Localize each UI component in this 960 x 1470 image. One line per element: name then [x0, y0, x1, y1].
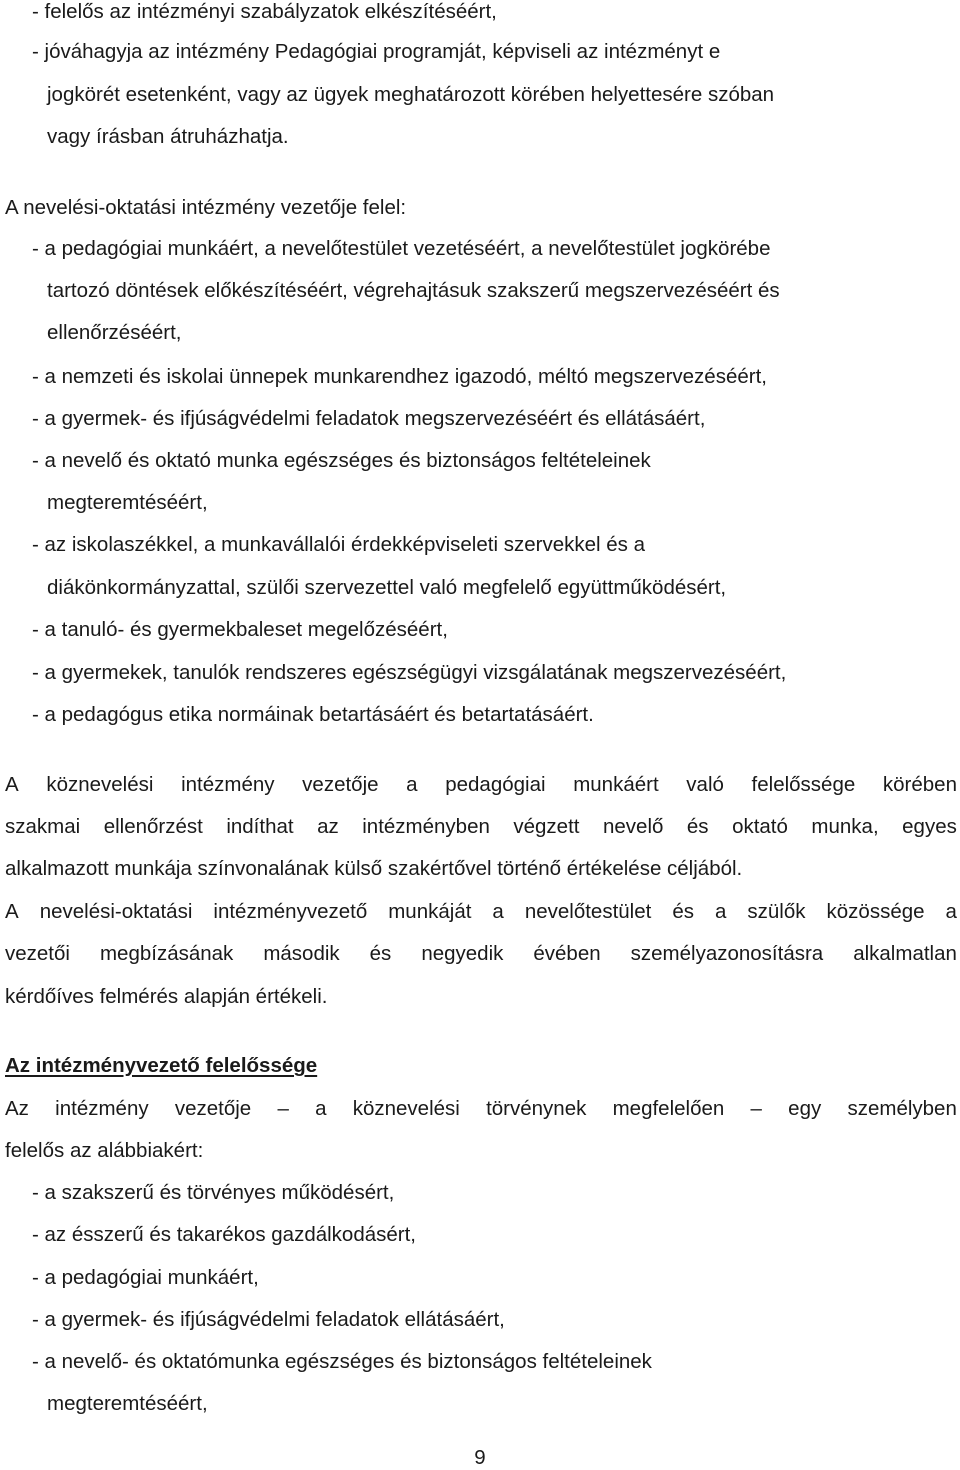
- justified-line: [5, 900, 957, 924]
- page-number: 9: [474, 1446, 486, 1469]
- word: intézmény: [181, 773, 275, 796]
- list-item-continuation: megteremtéséért,: [47, 1392, 208, 1415]
- word: nevelő: [602, 815, 664, 838]
- list-item: - az ésszerű és takarékos gazdálkodásért,: [32, 1223, 416, 1246]
- word: munkáját: [388, 900, 472, 923]
- word: pedagógiai: [445, 773, 546, 796]
- word: és: [672, 900, 694, 923]
- word: személyazonosításra: [630, 942, 824, 965]
- word: nevelőtestület: [524, 900, 652, 923]
- paragraph-last-line: felelős az alábbiakért:: [5, 1139, 204, 1162]
- list-item: - a gyermek- és ifjúságvédelmi feladatok ellátásáért,: [32, 1308, 505, 1331]
- word: a: [492, 900, 504, 923]
- word: második: [263, 942, 340, 965]
- word: törvénynek: [486, 1097, 587, 1120]
- word: a: [945, 900, 957, 923]
- word: Az: [5, 1097, 29, 1120]
- word: szakmai: [5, 815, 81, 838]
- word: közössége: [826, 900, 925, 923]
- word: intézmény: [55, 1097, 149, 1120]
- list-item-continuation: tartozó döntések előkészítéséért, végrehajtásuk szakszerű megszervezéséért és: [47, 279, 780, 302]
- list-item: - a gyermekek, tanulók rendszeres egészségügyi vizsgálatának megszervezéséért,: [32, 661, 787, 684]
- justified-line: [5, 1097, 957, 1121]
- list-item-continuation: megteremtéséért,: [47, 491, 208, 514]
- word: személyben: [847, 1097, 957, 1120]
- list-item: - felelős az intézményi szabályzatok elkészítéséért,: [32, 0, 497, 23]
- list-item: - a pedagógiai munkáért, a nevelőtestület vezetéséért, a nevelőtestület jogkörébe: [32, 237, 771, 260]
- list-item-continuation: ellenőrzéséért,: [47, 321, 182, 344]
- word: a: [315, 1097, 327, 1120]
- list-item-continuation: jogkörét esetenként, vagy az ügyek meghatározott körében helyettesére szóban: [47, 83, 775, 106]
- word: és: [686, 815, 709, 838]
- word: köznevelési: [46, 773, 154, 796]
- word: A: [5, 900, 19, 923]
- word: negyedik: [421, 942, 504, 965]
- word: felelőssége: [751, 773, 856, 796]
- list-item: - jóváhagyja az intézmény Pedagógiai programját, képviseli az intézményt e: [32, 40, 721, 63]
- word: körében: [882, 773, 957, 796]
- word: való: [686, 773, 724, 796]
- justified-line: [5, 942, 957, 966]
- paragraph-last-line: alkalmazott munkája színvonalának külső szakértővel történő értékelése céljából.: [5, 857, 743, 880]
- word: egyes: [902, 815, 957, 838]
- list-item: - a nevelő- és oktatómunka egészséges és biztonságos feltételeinek: [32, 1350, 652, 1373]
- word: indíthat: [226, 815, 294, 838]
- paragraph-intro: A nevelési-oktatási intézmény vezetője felel:: [5, 196, 407, 219]
- word: intézményben: [362, 815, 490, 838]
- word: vezetője: [302, 773, 379, 796]
- word: megbízásának: [99, 942, 234, 965]
- word: alkalmatlan: [853, 942, 957, 965]
- word: a: [406, 773, 418, 796]
- list-item-continuation: vagy írásban átruházhatja.: [47, 125, 289, 148]
- word: az: [317, 815, 339, 838]
- word: oktató: [732, 815, 788, 838]
- list-item: - a pedagógus etika normáinak betartásáért és betartatásáért.: [32, 703, 594, 726]
- list-item: - a gyermek- és ifjúságvédelmi feladatok megszervezéséért és ellátásáért,: [32, 407, 706, 430]
- paragraph-last-line: kérdőíves felmérés alapján értékeli.: [5, 985, 328, 1008]
- list-item: - a szakszerű és törvényes működésért,: [32, 1181, 395, 1204]
- word: munka,: [811, 815, 879, 838]
- word: ellenőrzést: [103, 815, 203, 838]
- list-item: - a tanuló- és gyermekbaleset megelőzéséért,: [32, 618, 448, 641]
- word: a: [715, 900, 727, 923]
- word: szülők: [747, 900, 806, 923]
- word: nevelési-oktatási: [39, 900, 193, 923]
- word: –: [750, 1097, 762, 1120]
- list-item: - az iskolaszékkel, a munkavállalói érdekképviseleti szervekkel és a: [32, 533, 645, 556]
- justified-line: [5, 773, 957, 797]
- word: –: [277, 1097, 289, 1120]
- word: köznevelési: [352, 1097, 460, 1120]
- word: munkáért: [573, 773, 659, 796]
- word: egy: [788, 1097, 822, 1120]
- word: megfelelően: [612, 1097, 725, 1120]
- word: vezetője: [174, 1097, 252, 1120]
- list-item-continuation: diákönkormányzattal, szülői szervezettel való megfelelő együttműködésért,: [47, 576, 727, 599]
- word: és: [369, 942, 392, 965]
- word: intézményvezető: [213, 900, 368, 923]
- word: évében: [533, 942, 601, 965]
- list-item: - a nemzeti és iskolai ünnepek munkarendhez igazodó, méltó megszervezéséért,: [32, 365, 767, 388]
- word: vezetői: [5, 942, 70, 965]
- list-item: - a nevelő és oktató munka egészséges és biztonságos feltételeinek: [32, 449, 651, 472]
- list-item: - a pedagógiai munkáért,: [32, 1266, 259, 1289]
- word: végzett: [513, 815, 580, 838]
- word: A: [5, 773, 19, 796]
- justified-line: [5, 815, 957, 839]
- section-heading: Az intézményvezető felelőssége: [5, 1054, 318, 1077]
